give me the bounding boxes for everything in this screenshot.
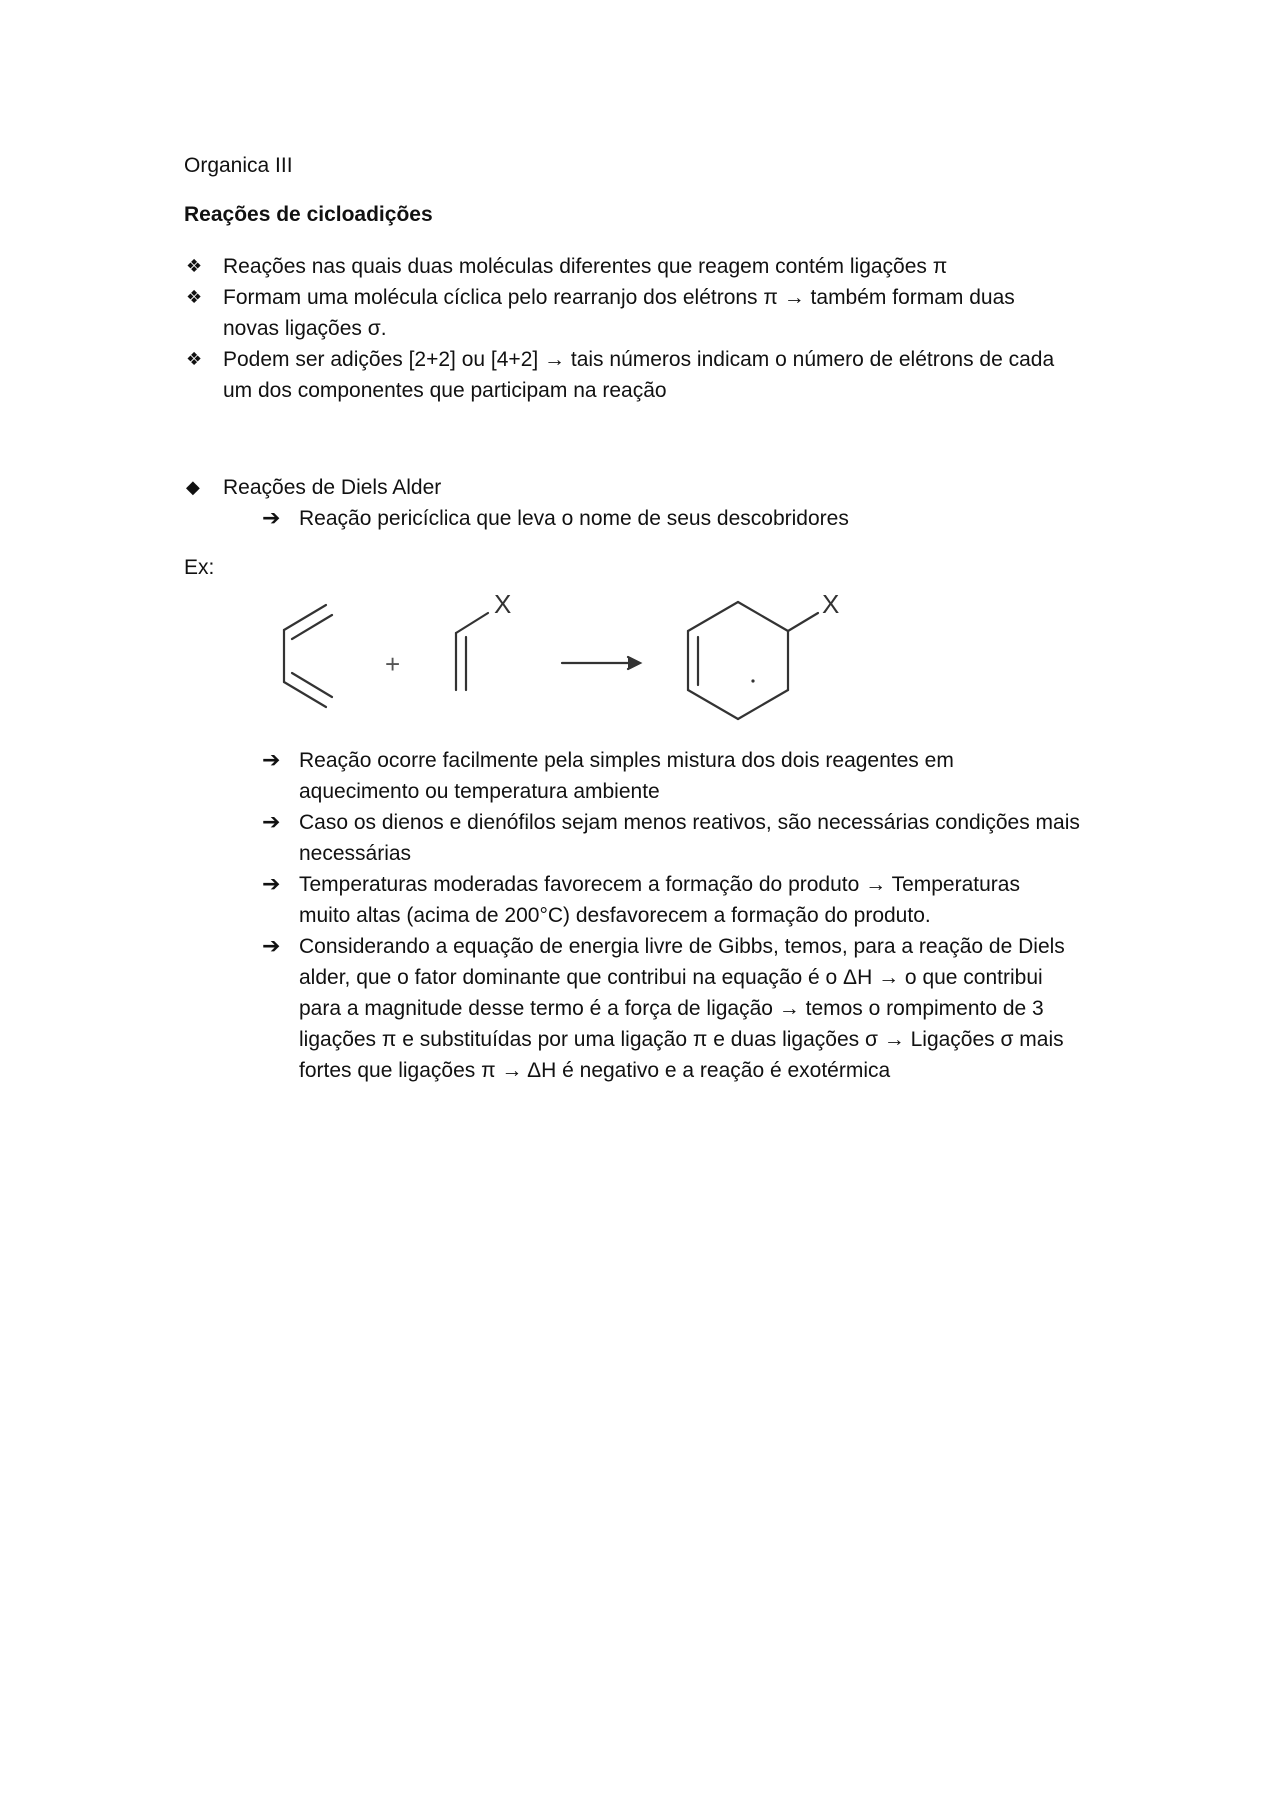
point-1-line-1: Reação ocorre facilmente pela simples mistura dos dois reagentes em	[299, 749, 954, 772]
point-2-line-1: Caso os dienos e dienófilos sejam menos reativos, são necessárias condições mais	[299, 811, 1080, 834]
diamond-bullet-icon: ❖	[186, 287, 203, 308]
point-4-line-2: alder, que o fator dominante que contribui na equação é o ΔH → o que contribui	[299, 966, 1043, 989]
point-3-line-1: Temperaturas moderadas favorecem a formação do produto → Temperaturas	[299, 873, 1020, 896]
ring-bond	[688, 690, 738, 719]
ring-dot	[751, 679, 754, 682]
point-4-line-3: para a magnitude desse termo é a força de ligação → temos o rompimento de 3	[299, 997, 1044, 1020]
dienophile-substituent-bond	[456, 613, 488, 633]
course-title: Organica III	[184, 154, 293, 177]
point-3-line-2: muito altas (acima de 200°C) desfavorecem a formação do produto.	[299, 904, 931, 927]
diels-alder-description: Reação pericíclica que leva o nome de seus descobridores	[299, 507, 849, 530]
plus-sign: +	[385, 649, 401, 679]
diamond-bullet-icon: ❖	[186, 349, 203, 370]
arrow-bullet-icon: ➔	[262, 934, 281, 959]
bullet-2-line-2: novas ligações σ.	[223, 317, 387, 340]
solid-diamond-bullet-icon: ◆	[186, 477, 200, 498]
product-substituent-bond	[788, 613, 818, 631]
bullet-1-line-1: Reações nas quais duas moléculas diferentes que reagem contém ligações π	[223, 255, 948, 278]
arrow-bullet-icon: ➔	[262, 810, 281, 835]
section-title: Reações de cicloadições	[184, 203, 433, 226]
example-label: Ex:	[184, 556, 215, 579]
bullet-3-line-2: um dos componentes que participam na reação	[223, 379, 667, 402]
point-4-line-5: fortes que ligações π → ΔH é negativo e a reação é exotérmica	[299, 1059, 891, 1082]
point-2-line-2: necessárias	[299, 842, 412, 865]
bullet-2-line-1: Formam uma molécula cíclica pelo rearranjo dos elétrons π → também formam duas	[223, 286, 1015, 309]
diene-bond	[284, 682, 326, 707]
reaction-arrow-head	[628, 657, 640, 669]
diamond-bullet-icon: ❖	[186, 256, 203, 277]
product-x-label: X	[822, 589, 840, 619]
ring-bond	[738, 602, 788, 631]
point-4-line-4: ligações π e substituídas por uma ligação π e duas ligações σ → Ligações σ mais	[299, 1028, 1064, 1051]
ring-bond	[688, 602, 738, 631]
diene-double-bond	[292, 673, 332, 697]
point-4-line-1: Considerando a equação de energia livre de Gibbs, temos, para a reação de Diels	[299, 935, 1065, 958]
arrow-bullet-icon: ➔	[262, 748, 281, 773]
diels-alder-reaction-diagram	[260, 575, 880, 735]
diene-bond	[284, 605, 326, 630]
arrow-bullet-icon: ➔	[262, 506, 281, 531]
reagent-x-label: X	[494, 589, 512, 619]
diene-double-bond	[292, 615, 332, 639]
bullet-3-line-1: Podem ser adições [2+2] ou [4+2] → tais números indicam o número de elétrons de cada	[223, 348, 1055, 371]
arrow-bullet-icon: ➔	[262, 872, 281, 897]
ring-bond	[738, 690, 788, 719]
diels-alder-heading: Reações de Diels Alder	[223, 476, 442, 499]
point-1-line-2: aquecimento ou temperatura ambiente	[299, 780, 660, 803]
